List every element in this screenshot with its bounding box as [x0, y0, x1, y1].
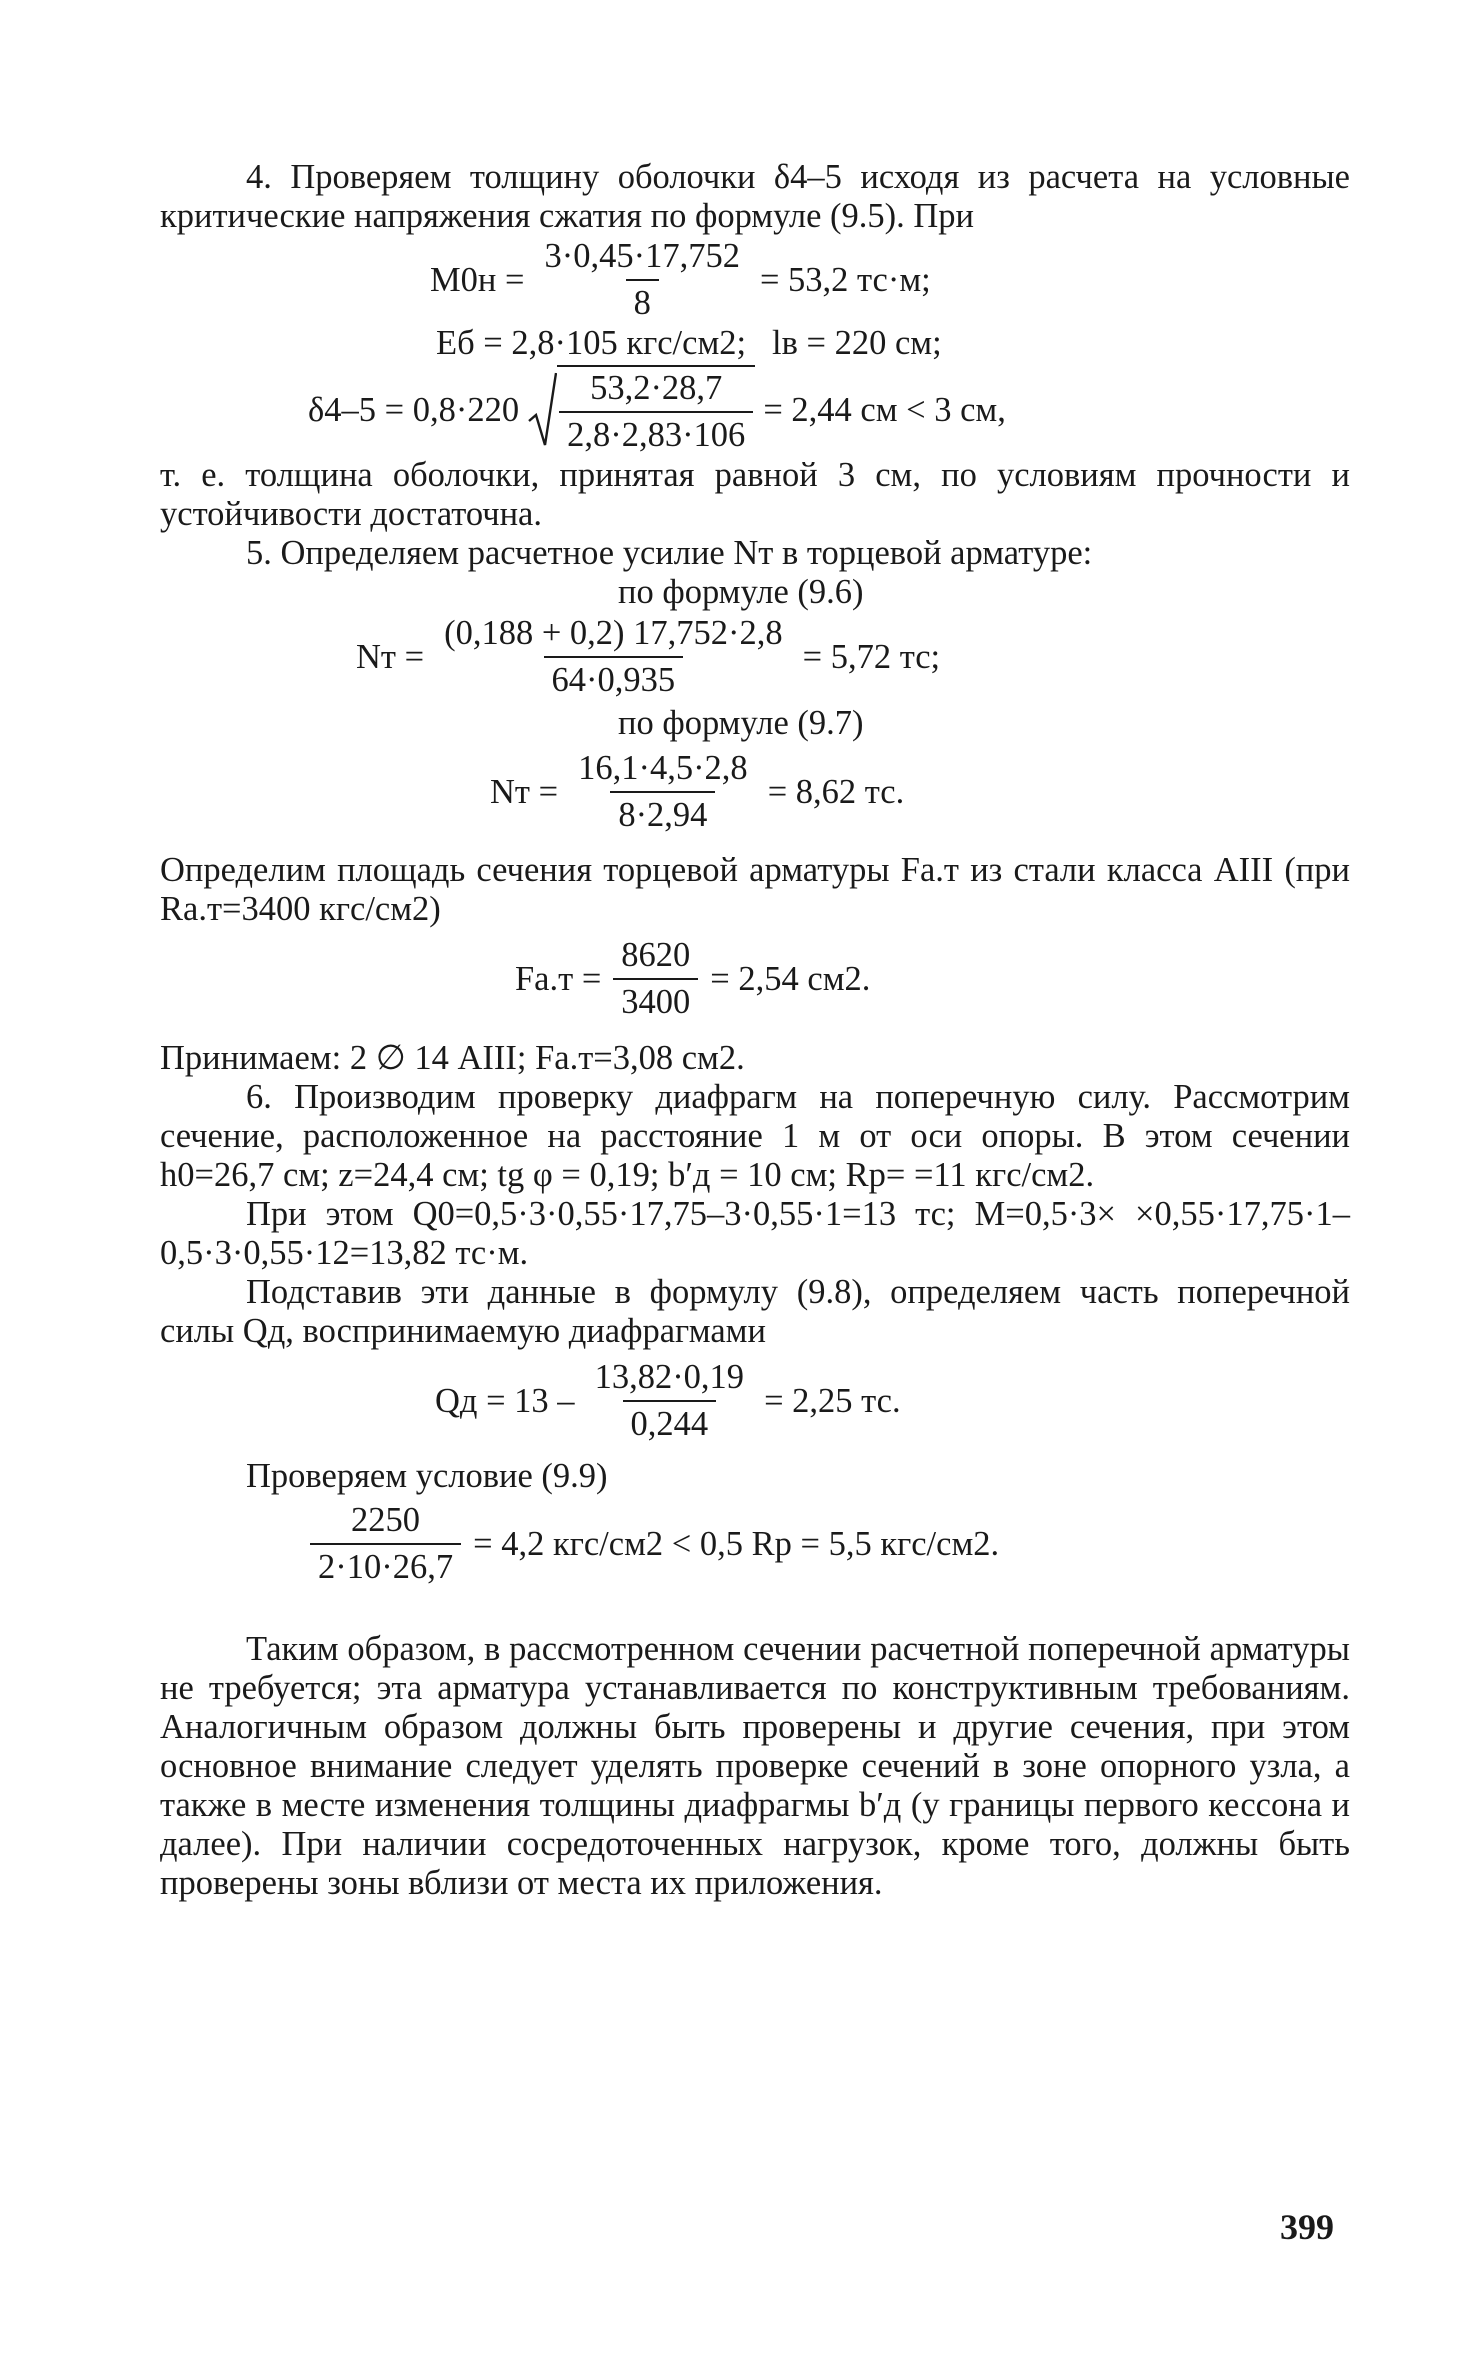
formula-moment	[430, 237, 1350, 322]
formula-diaphragm-shear-rhs: = 2,25 тс.	[764, 1381, 901, 1420]
formula-force-9-6-numerator: (0,188 + 0,2) 17,752·2,8	[444, 614, 783, 652]
formula-force-9-6-lhs: Nт =	[356, 637, 425, 676]
paragraph-item-5: 5. Определяем расчетное усилие Nт в торцевой арматуре:	[246, 534, 1093, 572]
formula-force-9-7	[490, 747, 1350, 837]
radical-sign-icon	[527, 371, 557, 449]
formula-thickness-fraction	[559, 369, 753, 455]
formula-modulus	[436, 318, 1350, 368]
formula-area-fraction	[613, 936, 698, 1022]
formula-thickness-lhs: δ4–5 = 0,8·220	[308, 390, 520, 429]
formula-stress-check	[310, 1496, 1350, 1592]
page-body	[160, 158, 1350, 1903]
paragraph-item-6: 6. Производим проверку диафрагм на поперечную силу. Рассмотрим сечение, расположенное на расстояние 1 м от оси опоры. В этом сечении h0=26,7 см; z=24,4 см; tg φ = 0,19; b′д = 10 см; Rр= =11 кгс/см2.	[160, 1078, 1350, 1194]
formula-moment-lhs: M0н =	[430, 260, 525, 299]
formula-stress-check-rhs: = 4,2 кгс/см2 < 0,5 Rр = 5,5 кгс/см2.	[473, 1524, 1000, 1563]
formula-stress-check-fraction	[310, 1501, 461, 1587]
formula-area	[515, 929, 1350, 1029]
paragraph-item-4: 4. Проверяем толщину оболочки δ4–5 исходя из расчета на условные критические напряжения сжатия по формуле (9.5). При	[160, 158, 1350, 235]
formula-force-9-7-numerator: 16,1·4,5·2,8	[578, 749, 748, 787]
formula-force-9-6-fraction	[436, 614, 791, 700]
caption-formula-9-6: по формуле (9.6)	[618, 573, 864, 611]
formula-force-9-7-rhs: = 8,62 тс.	[767, 772, 905, 811]
formula-force-9-6-denominator: 64·0,935	[544, 656, 684, 700]
formula-diaphragm-shear-numerator: 13,82·0,19	[594, 1358, 745, 1396]
formula-moment-denominator: 8	[626, 279, 659, 323]
square-root	[527, 365, 755, 455]
formula-force-9-7-denominator: 8·2,94	[610, 791, 715, 835]
formula-force-9-6-rhs: = 5,72 тс;	[802, 637, 941, 676]
paragraph-conclusion-thickness: т. е. толщина оболочки, принятая равной 3 см, по условиям прочности и устойчивости достаточна.	[160, 456, 1350, 533]
formula-thickness-numerator: 53,2·28,7	[590, 369, 723, 407]
formula-modulus-text: Eб = 2,8·105 кгс/см2; lв = 220 см;	[436, 323, 942, 362]
formula-moment-fraction	[536, 237, 747, 323]
paragraph-area: Определим площадь сечения торцевой арматуры Fа.т из стали класса AIII (при Rа.т=3400 кгс/см2)	[160, 851, 1350, 928]
paragraph-shear-values: При этом Q0=0,5·3·0,55·17,75–3·0,55·1=13 тс; M=0,5·3× ×0,55·17,75·1–0,5·3·0,55·12=13,82 тс·м.	[160, 1195, 1350, 1272]
formula-stress-check-numerator: 2250	[351, 1501, 421, 1539]
paragraph-substitute: Подставив эти данные в формулу (9.8), определяем часть поперечной силы Qд, воспринимаемую диафрагмами	[160, 1273, 1350, 1350]
formula-area-numerator: 8620	[621, 936, 691, 974]
formula-thickness-denominator: 2,8·2,83·106	[559, 411, 753, 455]
paragraph-conclusion: Таким образом, в рассмотренном сечении расчетной поперечной арматуры не требуется; эта арматура устанавливается по конструктивным требованиям. Аналогичным образом должны быть проверены и другие сечения, при этом основное внимание следует уделять проверке сечений в зоне опорного узла, а также в месте изменения толщины диафрагмы b′д (у границы первого кессона и далее). При наличии сосредоточенных нагрузок, кроме того, должны быть проверены зоны вблизи от места их приложения.	[160, 1630, 1350, 1902]
page-number: 399	[1280, 2207, 1334, 2247]
formula-diaphragm-shear	[435, 1351, 1350, 1451]
formula-force-9-6	[356, 615, 1350, 699]
formula-diaphragm-shear-denominator: 0,244	[623, 1400, 717, 1444]
caption-formula-9-7: по формуле (9.7)	[618, 704, 864, 742]
paragraph-accept: Принимаем: 2 ∅ 14 AIII; Fа.т=3,08 см2.	[160, 1039, 745, 1077]
formula-diaphragm-shear-lhs: Qд = 13 –	[435, 1381, 575, 1420]
formula-thickness-rhs: = 2,44 см < 3 см,	[763, 390, 1006, 429]
formula-stress-check-denominator: 2·10·26,7	[310, 1543, 461, 1587]
formula-force-9-7-lhs: Nт =	[490, 772, 559, 811]
formula-area-rhs: = 2,54 см2.	[710, 959, 871, 998]
formula-thickness	[308, 368, 1350, 452]
formula-area-lhs: Fа.т =	[515, 959, 602, 998]
formula-force-9-7-fraction	[570, 749, 756, 835]
formula-area-denominator: 3400	[613, 978, 698, 1022]
radicand	[557, 365, 755, 455]
formula-diaphragm-shear-fraction	[587, 1358, 753, 1444]
paragraph-check-condition: Проверяем условие (9.9)	[246, 1457, 608, 1495]
formula-moment-rhs: = 53,2 тс·м;	[759, 260, 931, 299]
formula-moment-numerator: 3·0,45·17,752	[544, 237, 740, 275]
